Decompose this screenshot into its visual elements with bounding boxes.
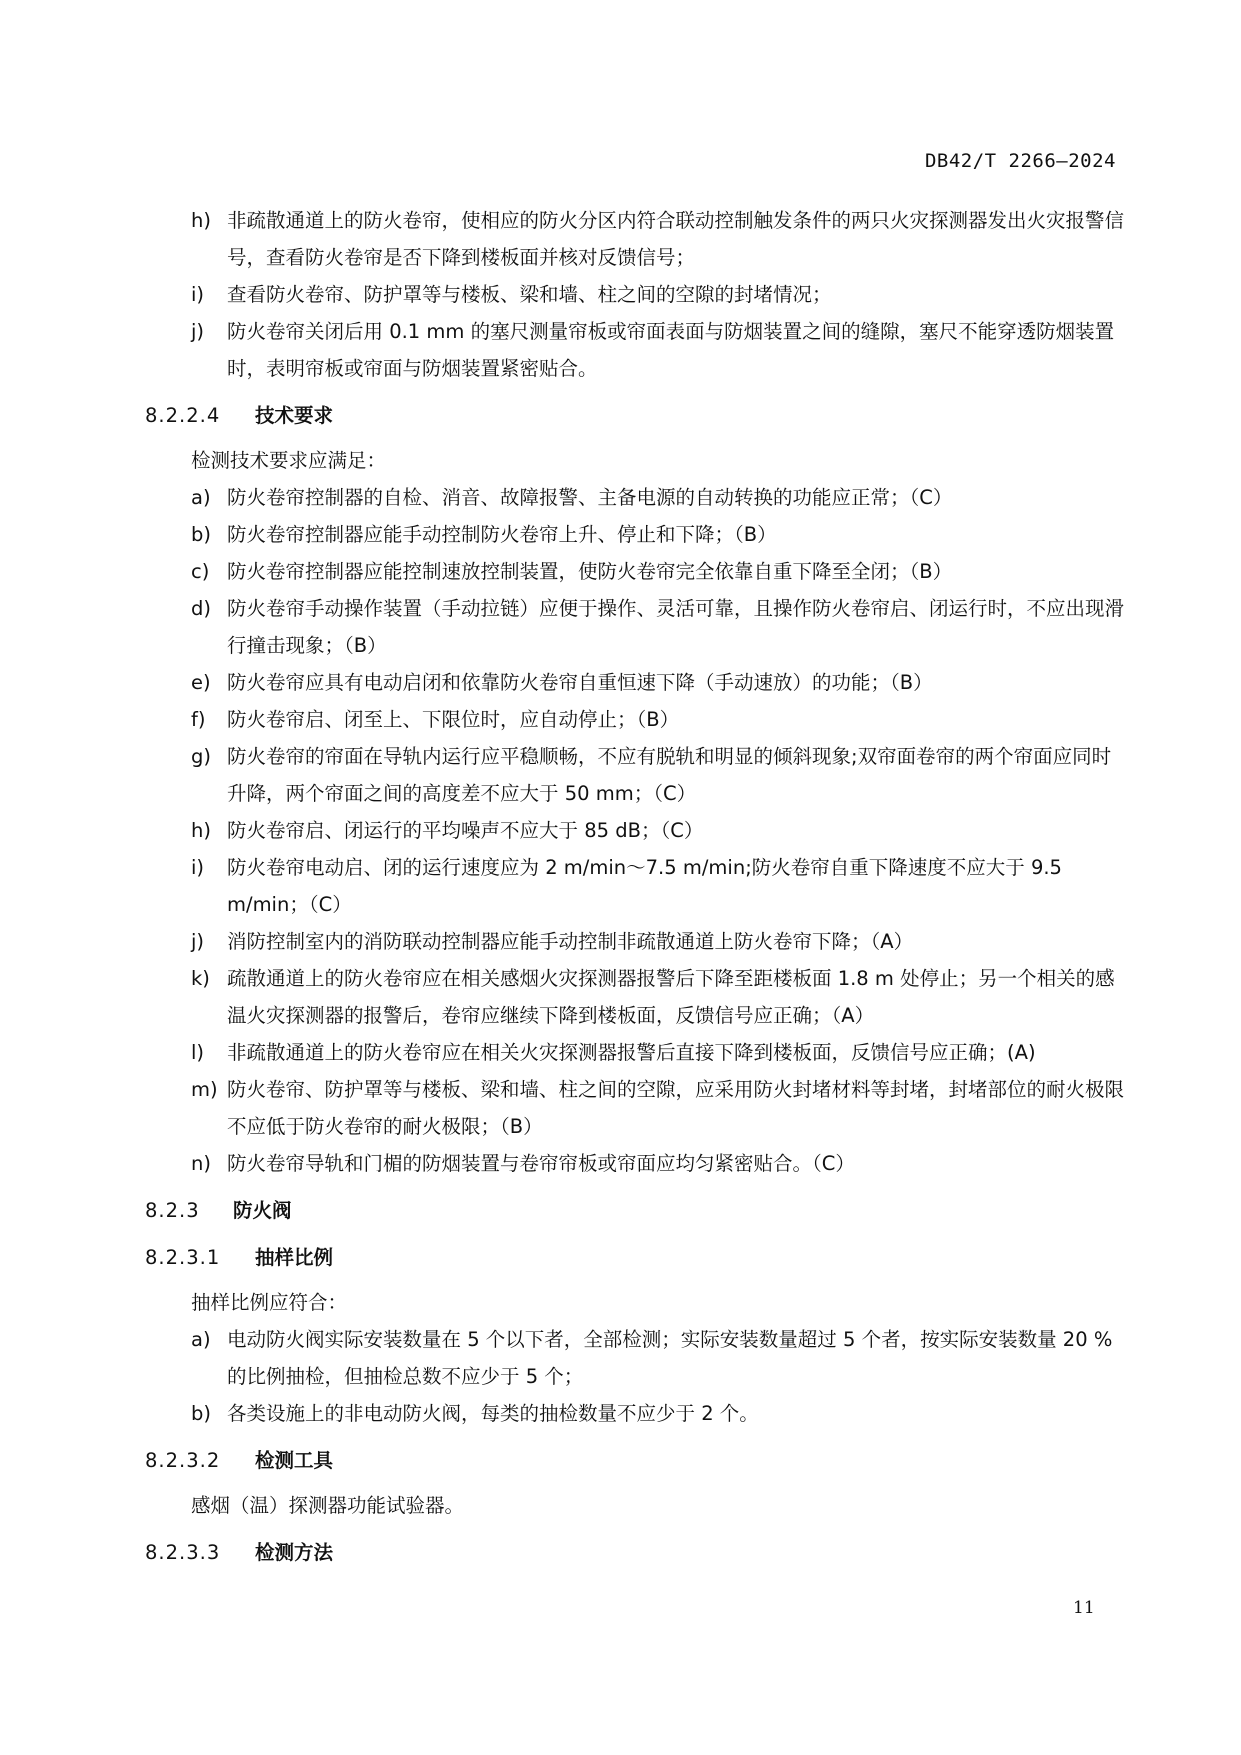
section-number: 8.2.3.2	[145, 1449, 221, 1472]
list-item	[145, 812, 1130, 849]
list-item	[145, 1395, 1130, 1432]
list-top	[145, 202, 1130, 387]
page-content	[145, 202, 1130, 1579]
list-text: 非疏散通道上的防火卷帘，使相应的防火分区内符合联动控制触发条件的两只火灾探测器发出火灾报警信号，查看防火卷帘是否下降到楼板面并核对反馈信号；	[227, 209, 1125, 269]
section-title: 检测工具	[255, 1449, 334, 1472]
list-label: i)	[191, 856, 205, 879]
list-text: 消防控制室内的消防联动控制器应能手动控制非疏散通道上防火卷帘下降；（A）	[227, 930, 914, 953]
section-title: 技术要求	[255, 404, 334, 427]
list-label: d)	[191, 597, 211, 620]
list-item	[145, 553, 1130, 590]
list-item	[145, 1321, 1130, 1395]
list-text: 防火卷帘导轨和门楣的防烟装置与卷帘帘板或帘面应均匀紧密贴合。（C）	[227, 1152, 855, 1175]
list-text: 防火卷帘控制器应能控制速放控制装置，使防火卷帘完全依靠自重下降至全闭；（B）	[227, 560, 953, 583]
list-label: f)	[191, 708, 206, 731]
list-label: k)	[191, 967, 210, 990]
list-label: l)	[191, 1041, 205, 1064]
list-item	[145, 1071, 1130, 1145]
section-number: 8.2.3	[145, 1199, 200, 1222]
list-item	[145, 276, 1130, 313]
list-item	[145, 664, 1130, 701]
list-item	[145, 923, 1130, 960]
list-text: 非疏散通道上的防火卷帘应在相关火灾探测器报警后直接下降到楼板面，反馈信号应正确；(A)	[227, 1041, 1036, 1064]
list-item	[145, 849, 1130, 923]
list-label: m)	[191, 1078, 218, 1101]
list-item	[145, 313, 1130, 387]
section-heading-8231	[145, 1239, 1130, 1276]
list-text: 防火卷帘控制器应能手动控制防火卷帘上升、停止和下降；（B）	[227, 523, 777, 546]
list-text: 防火卷帘的帘面在导轨内运行应平稳顺畅，不应有脱轨和明显的倾斜现象;双帘面卷帘的两个帘面应同时升降，两个帘面之间的高度差不应大于 50 mm；（C）	[227, 745, 1112, 805]
section-number: 8.2.3.3	[145, 1541, 221, 1564]
list-text: 防火卷帘应具有电动启闭和依靠防火卷帘自重恒速下降（手动速放）的功能；（B）	[227, 671, 933, 694]
section-number: 8.2.2.4	[145, 404, 221, 427]
section-heading-8232	[145, 1442, 1130, 1479]
list-label: b)	[191, 1402, 211, 1425]
list-text: 各类设施上的非电动防火阀，每类的抽检数量不应少于 2 个。	[227, 1402, 759, 1425]
list-tech	[145, 479, 1130, 1182]
section-intro: 检测技术要求应满足：	[191, 449, 387, 472]
list-label: i)	[191, 283, 205, 306]
list-item	[145, 960, 1130, 1034]
section-body: 感烟（温）探测器功能试验器。	[191, 1494, 465, 1517]
list-label: b)	[191, 523, 211, 546]
list-text: 防火卷帘手动操作装置（手动拉链）应便于操作、灵活可靠，且操作防火卷帘启、闭运行时，不应出现滑行撞击现象；（B）	[227, 597, 1125, 657]
list-item	[145, 202, 1130, 276]
list-text: 电动防火阀实际安装数量在 5 个以下者，全部检测；实际安装数量超过 5 个者，按实际安装数量 20 %的比例抽检，但抽检总数不应少于 5 个；	[227, 1328, 1113, 1388]
section-title: 抽样比例	[255, 1246, 334, 1269]
list-label: a)	[191, 486, 211, 509]
list-label: a)	[191, 1328, 211, 1351]
list-label: j)	[191, 930, 205, 953]
list-item	[145, 701, 1130, 738]
list-text: 防火卷帘控制器的自检、消音、故障报警、主备电源的自动转换的功能应正常；（C）	[227, 486, 953, 509]
list-text: 疏散通道上的防火卷帘应在相关感烟火灾探测器报警后下降至距楼板面 1.8 m 处停止；另一个相关的感温火灾探测器的报警后，卷帘应继续下降到楼板面，反馈信号应正确；（A）	[227, 967, 1115, 1027]
list-text: 防火卷帘电动启、闭的运行速度应为 2 m/min～7.5 m/min;防火卷帘自重下降速度不应大于 9.5 m/min；（C）	[227, 856, 1062, 916]
document-code: DB42/T 2266—2024	[924, 150, 1116, 172]
list-label: h)	[191, 209, 211, 232]
section-heading-823	[145, 1192, 1130, 1229]
list-label: n)	[191, 1152, 211, 1175]
list-item	[145, 738, 1130, 812]
list-label: h)	[191, 819, 211, 842]
list-text: 防火卷帘启、闭至上、下限位时，应自动停止；（B）	[227, 708, 680, 731]
list-text: 防火卷帘、防护罩等与楼板、梁和墙、柱之间的空隙，应采用防火封堵材料等封堵，封堵部位的耐火极限不应低于防火卷帘的耐火极限；（B）	[227, 1078, 1125, 1138]
list-label: e)	[191, 671, 211, 694]
list-label: j)	[191, 320, 205, 343]
section-heading-8224	[145, 397, 1130, 434]
list-label: g)	[191, 745, 211, 768]
list-item	[145, 590, 1130, 664]
list-item	[145, 516, 1130, 553]
list-sample	[145, 1321, 1130, 1432]
list-text: 查看防火卷帘、防护罩等与楼板、梁和墙、柱之间的空隙的封堵情况；	[227, 283, 832, 306]
section-number: 8.2.3.1	[145, 1246, 221, 1269]
section-heading-8233	[145, 1534, 1130, 1571]
page-number: 11	[1073, 1598, 1095, 1618]
list-item	[145, 479, 1130, 516]
list-item	[145, 1145, 1130, 1182]
list-item	[145, 1034, 1130, 1071]
section-title: 检测方法	[255, 1541, 334, 1564]
list-text: 防火卷帘关闭后用 0.1 mm 的塞尺测量帘板或帘面表面与防烟装置之间的缝隙，塞尺不能穿透防烟装置时，表明帘板或帘面与防烟装置紧密贴合。	[227, 320, 1115, 380]
list-label: c)	[191, 560, 210, 583]
section-title: 防火阀	[233, 1199, 292, 1222]
section-intro: 抽样比例应符合：	[191, 1291, 348, 1314]
list-text: 防火卷帘启、闭运行的平均噪声不应大于 85 dB；（C）	[227, 819, 704, 842]
